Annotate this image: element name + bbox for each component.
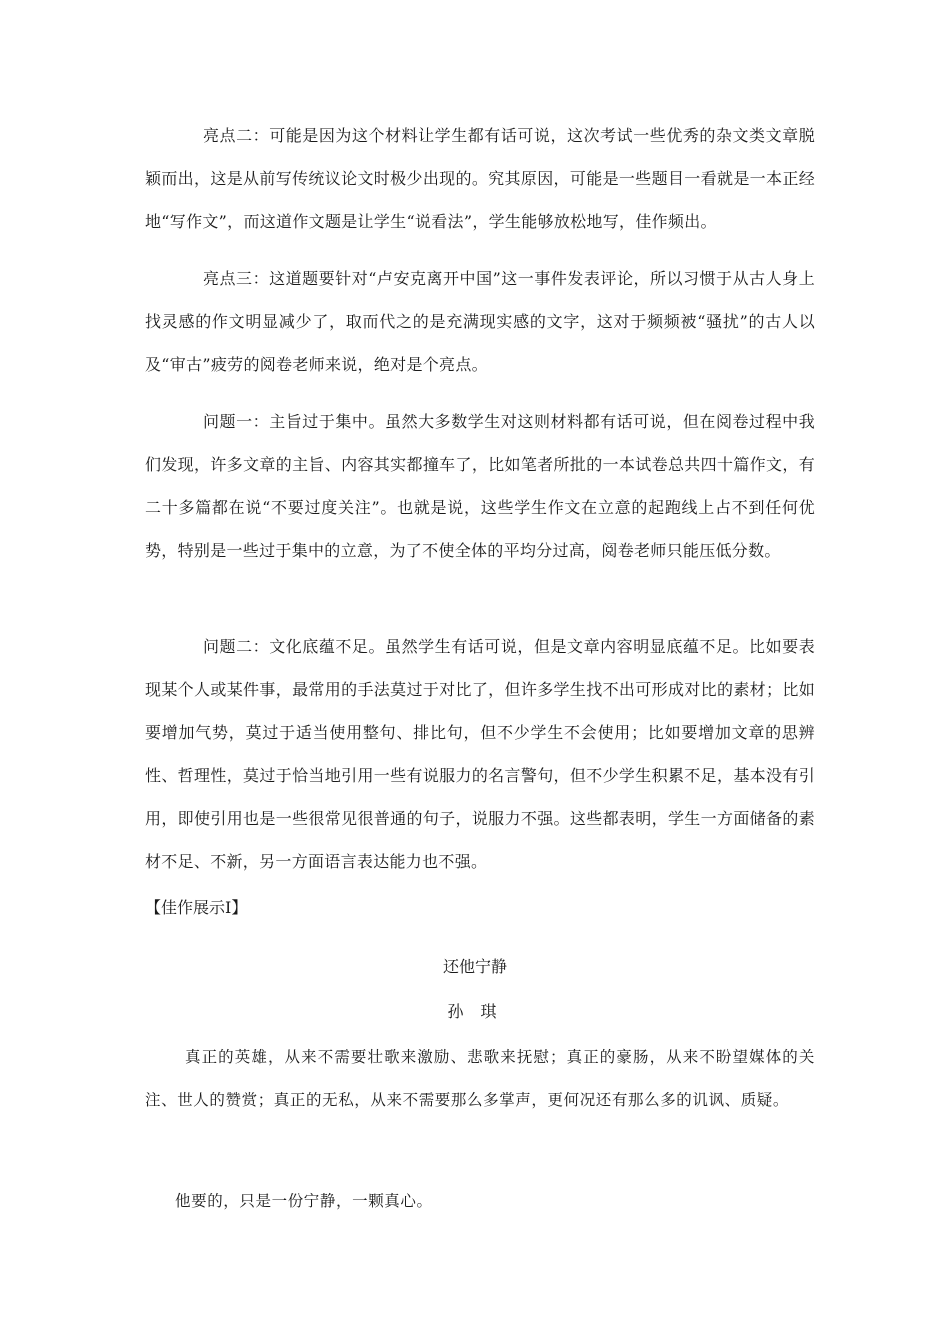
section-heading: 【佳作展示Ⅰ】 — [145, 898, 248, 917]
essay-title: 还他宁静 — [442, 957, 507, 976]
essay-paragraph-1: 真正的英雄，从来不需要壮歌来激励、悲歌来抚慰；真正的豪肠，从来不盼望媒体的关注、世人的赞赏；真正的无私，从来不需要那么多掌声，更何况还有那么多的讥讽、质疑。 — [145, 1048, 815, 1109]
paragraph-problem-two: 问题二：文化底蕴不足。虽然学生有话可说，但是文章内容明显底蕴不足。比如要表现某个人或某件事，最常用的手法莫过于对比了，但许多学生找不出可形成对比的素材；比如要增加气势，莫过于适当使用整句、排比句，但不少学生不会使用；比如要增加文章的思辨性、哲理性，莫过于恰当地引用一些有说服力的名言警句，但不少学生积累不足，基本没有引用，即使引用也是一些很常见很普通的句子，说服力不强。这些都表明，学生一方面储备的素材不足、不新，另一方面语言表达能力也不强。 — [145, 637, 815, 871]
paragraph-problem-one: 问题一：主旨过于集中。虽然大多数学生对这则材料都有话可说，但在阅卷过程中我们发现，许多文章的主旨、内容其实都撞车了，比如笔者所批的一本试卷总共四十篇作文，有二十多篇都在说“不要过度关注”。也就是说，这些学生作文在立意的起跑线上占不到任何优势，特别是一些过于集中的立意，为了不使全体的平均分过高，阅卷老师只能压低分数。 — [145, 412, 815, 560]
paragraph-highlight-three: 亮点三：这道题要针对“卢安克离开中国”这一事件发表评论，所以习惯于从古人身上找灵感的作文明显减少了，取而代之的是充满现实感的文字，这对于频频被“骚扰”的古人以及“审古”疲劳的阅卷老师来说，绝对是个亮点。 — [145, 269, 815, 374]
paragraph-highlight-two: 亮点二：可能是因为这个材料让学生都有话可说，这次考试一些优秀的杂文类文章脱颖而出，这是从前写传统议论文时极少出现的。究其原因，可能是一些题目一看就是一本正经地“写作文”，而这道作文题是让学生“说看法”，学生能够放松地写，佳作频出。 — [145, 126, 815, 231]
essay-author: 孙 琪 — [447, 1002, 503, 1021]
essay-paragraph-2: 他要的，只是一份宁静，一颗真心。 — [175, 1192, 433, 1210]
